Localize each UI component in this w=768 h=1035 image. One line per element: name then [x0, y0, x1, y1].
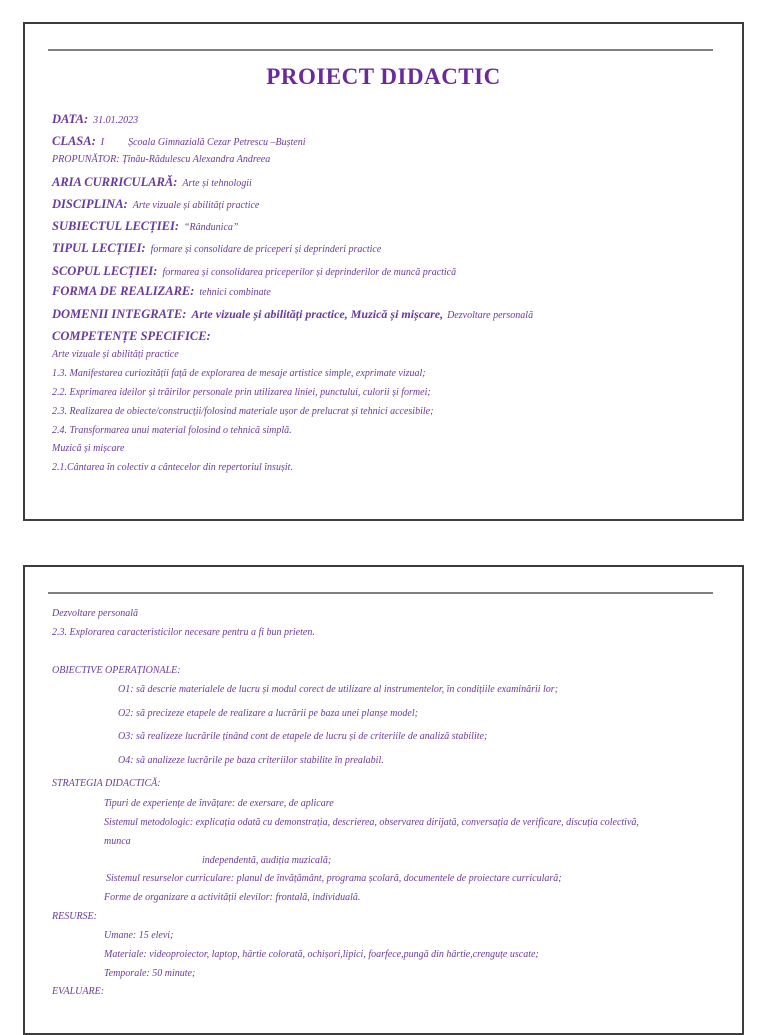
forma-row — [52, 283, 271, 299]
domenii-label: DOMENII INTEGRATE: — [52, 307, 187, 321]
domenii-bold: Arte vizuale și abilități practice, Muzică și mișcare, — [191, 307, 444, 321]
section-heading: STRATEGIA DIDACTICĂ: — [52, 778, 161, 789]
objective-line: O3: să realizeze lucrările ținând cont de etapele de lucru și de criteriile de analiză stabilite; — [118, 731, 488, 742]
aria-value: Arte și tehnologii — [182, 178, 252, 189]
clasa-value: I — [100, 137, 105, 148]
subiect-value: “Rândunica” — [184, 222, 239, 233]
section-heading: OBIECTIVE OPERAȚIONALE: — [52, 665, 181, 676]
document-page-1 — [23, 22, 744, 521]
resource-line: Umane: 15 elevi; — [104, 930, 174, 941]
section-heading: EVALUARE: — [52, 986, 105, 997]
strategy-line: Sistemul resurselor curriculare: planul de învățământ, programa școlară, documentele de proiectare curriculară; — [106, 873, 562, 884]
objective-line: O4: să analizeze lucrările pe baza criteriilor stabilite în prealabil. — [118, 755, 384, 766]
scopul-row — [52, 263, 456, 279]
competente-line: 2.4. Transformarea unui material folosind o tehnică simplă. — [52, 425, 292, 436]
top-rule — [48, 592, 713, 594]
objective-line: O1: să descrie materialele de lucru și modul corect de utilizare al instrumentelor, în condițiile examinării lor; — [118, 684, 559, 695]
competente-line: Muzică și mișcare — [52, 443, 125, 454]
resource-line: Temporale: 50 minute; — [104, 968, 196, 979]
domenii-value: Dezvoltare personală — [447, 310, 534, 321]
scoala-value: Școala Gimnazială Cezar Petrescu –Bușteni — [128, 137, 306, 148]
subiect-row — [52, 218, 238, 234]
competente-row — [52, 328, 216, 344]
clasa-row — [52, 133, 306, 149]
text-line: 2.3. Explorarea caracteristicilor necesare pentru a fi bun prieten. — [52, 627, 315, 638]
scopul-value: formarea și consolidarea priceperilor și deprinderilor de muncă practică — [162, 267, 457, 278]
forma-value: tehnici combinate — [199, 287, 271, 298]
scopul-label: SCOPUL LECȚIEI: — [52, 264, 158, 278]
section-heading: RESURSE: — [52, 911, 97, 922]
disciplina-value: Arte vizuale și abilități practice — [132, 200, 260, 211]
aria-label: ARIA CURRICULARĂ: — [52, 175, 178, 189]
strategy-line: independentă, audiția muzicală; — [202, 855, 332, 866]
strategy-line: Forme de organizare a activității elevilor: frontală, individuală. — [104, 892, 361, 903]
document-title: PROIECT DIDACTIC — [266, 64, 501, 89]
tipul-label: TIPUL LECȚIEI: — [52, 241, 146, 255]
aria-row — [52, 174, 252, 190]
tipul-row — [52, 240, 381, 256]
competente-line: 2.2. Exprimarea ideilor și trăirilor personale prin utilizarea liniei, punctului, culorii și formei; — [52, 387, 431, 398]
forma-label: FORMA DE REALIZARE: — [52, 284, 195, 298]
disciplina-label: DISCIPLINA: — [52, 197, 128, 211]
competente-line: 2.1.Cântarea în colectiv a cântecelor din repertoriul însușit. — [52, 462, 293, 473]
resource-line: Materiale: videoproiector, laptop, hârtie colorată, ochișori,lipici, foarfece,pungă din hârtie,crenguțe uscate; — [104, 949, 539, 960]
strategy-line: Sistemul metodologic: explicația odată cu demonstrația, descrierea, observarea dirijată, conversația de verificare, discuția colectivă, — [104, 817, 639, 828]
competente-line: 2.3. Realizarea de obiecte/construcții/folosind materiale ușor de prelucrat și tehnici accesibile; — [52, 406, 434, 417]
strategy-line: munca — [104, 836, 131, 847]
tipul-value: formare și consolidare de priceperi și deprinderi practice — [150, 244, 382, 255]
competente-line: 1.3. Manifestarea curiozității față de explorarea de mesaje artistice simple, exprimate vizual; — [52, 368, 426, 379]
domenii-row — [52, 306, 533, 322]
data-value: 31.01.2023 — [93, 115, 139, 126]
disciplina-row — [52, 196, 259, 212]
competente-label: COMPETENȚE SPECIFICE: — [52, 329, 211, 343]
data-label: DATA: — [52, 112, 89, 126]
document-page-2 — [23, 565, 744, 1035]
text-line: Dezvoltare personală — [52, 608, 139, 619]
competente-line: Arte vizuale și abilități practice — [52, 349, 179, 360]
clasa-label: CLASA: — [52, 134, 96, 148]
propunator-line: PROPUNĂTOR: Țînău-Rădulescu Alexandra Andreea — [52, 154, 271, 165]
data-row — [52, 111, 138, 127]
objective-line: O2: să precizeze etapele de realizare a lucrării pe baza unei planșe model; — [118, 708, 418, 719]
strategy-line: Tipuri de experiențe de învățare: de exersare, de aplicare — [104, 798, 334, 809]
subiect-label: SUBIECTUL LECȚIEI: — [52, 219, 179, 233]
top-rule — [48, 49, 713, 51]
